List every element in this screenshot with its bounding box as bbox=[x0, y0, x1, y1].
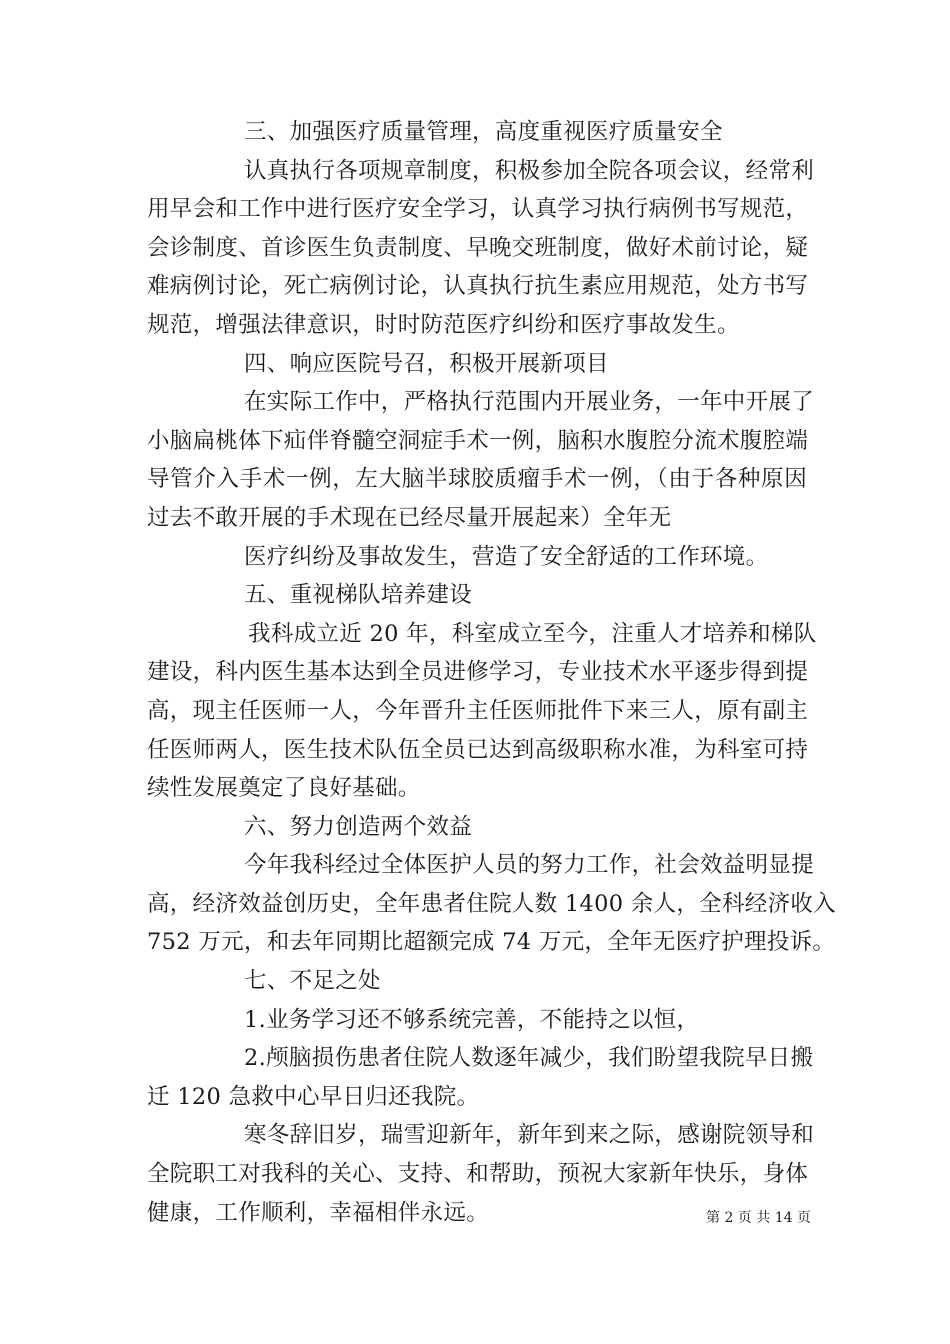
paragraph-line: 会诊制度、首诊医生负责制度、早晚交班制度，做好术前讨论，疑 bbox=[147, 234, 809, 261]
section-heading: 三、加强医疗质量管理，高度重视医疗质量安全 bbox=[244, 119, 723, 145]
paragraph-line: 过去不敢开展的手术现在已经尽量开展起来）全年无 bbox=[147, 504, 672, 531]
list-item: 2.颅脑损伤患者住院人数逐年减少，我们盼望我院早日搬 bbox=[244, 1045, 814, 1072]
paragraph-line: 用早会和工作中进行医疗安全学习，认真学习执行病例书写规范， bbox=[147, 196, 809, 223]
paragraph-line: 建设，科内医生基本达到全员进修学习，专业技术水平逐步得到提 bbox=[147, 659, 809, 686]
section-heading: 四、响应医院号召，积极开展新项目 bbox=[244, 350, 609, 377]
section-heading: 六、努力创造两个效益 bbox=[244, 813, 473, 840]
list-item: 1.业务学习还不够系统完善，不能持之以恒， bbox=[244, 1006, 700, 1033]
paragraph-line: 任医师两人，医生技术队伍全员已达到高级职称水准，为科室可持 bbox=[147, 736, 809, 763]
page-number-footer: 第 2 页 共 14 页 bbox=[706, 1210, 811, 1226]
paragraph-line: 迁 120 急救中心早日归还我院。 bbox=[147, 1083, 480, 1110]
paragraph-line: 高，现主任医师一人，今年晋升主任医师批件下来三人，原有副主 bbox=[147, 697, 809, 724]
paragraph-line: 高，经济效益创历史，全年患者住院人数 1400 余人，全科经济收入 bbox=[147, 890, 836, 917]
paragraph-line: 全院职工对我科的关心、支持、和帮助，预祝大家新年快乐，身体 bbox=[147, 1161, 809, 1188]
paragraph-line: 难病例讨论，死亡病例讨论，认真执行抗生素应用规范，处方书写 bbox=[147, 273, 809, 300]
paragraph-line: 我科成立近 20 年，科室成立至今，注重人才培养和梯队 bbox=[248, 620, 817, 647]
document-body bbox=[147, 113, 836, 1232]
paragraph-line: 寒冬辞旧岁，瑞雪迎新年，新年到来之际，感谢院领导和 bbox=[244, 1122, 815, 1149]
section-heading: 七、不足之处 bbox=[244, 968, 381, 995]
paragraph-line: 752 万元，和去年同期比超额完成 74 万元，全年无医疗护理投诉。 bbox=[147, 929, 836, 956]
paragraph-line: 认真执行各项规章制度，积极参加全院各项会议，经常利 bbox=[244, 157, 815, 184]
paragraph-line: 小脑扁桃体下疝伴脊髓空洞症手术一例，脑积水腹腔分流术腹腔端 bbox=[147, 427, 809, 454]
section-heading: 五、重视梯队培养建设 bbox=[244, 582, 473, 609]
paragraph-line: 在实际工作中，严格执行范围内开展业务，一年中开展了 bbox=[244, 389, 815, 416]
paragraph-line: 健康，工作顺利，幸福相伴永远。 bbox=[147, 1199, 490, 1226]
paragraph-line: 续性发展奠定了良好基础。 bbox=[147, 775, 421, 802]
paragraph-line: 今年我科经过全体医护人员的努力工作，社会效益明显提 bbox=[244, 852, 815, 879]
paragraph-line: 规范，增强法律意识，时时防范医疗纠纷和医疗事故发生。 bbox=[147, 311, 740, 338]
paragraph-line: 导管介入手术一例，左大脑半球胶质瘤手术一例，（由于各种原因 bbox=[147, 466, 807, 493]
paragraph-line: 医疗纠纷及事故发生，营造了安全舒适的工作环境。 bbox=[244, 543, 769, 570]
